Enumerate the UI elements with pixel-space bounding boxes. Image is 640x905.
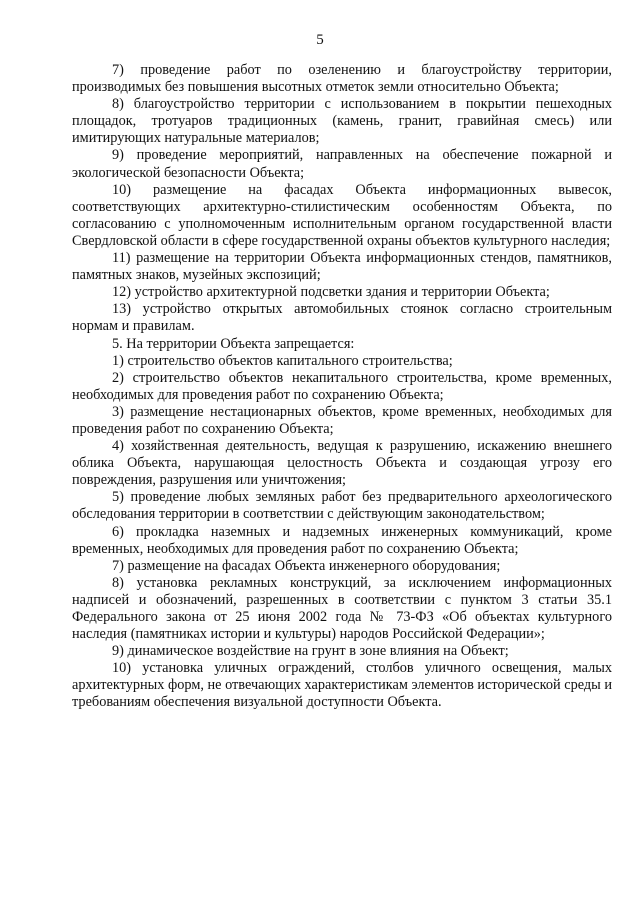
paragraph-prohibited-5: 5) проведение любых земляных работ без предварительного археологического обследования территории в соответствии с действующим законодательством;	[72, 489, 612, 523]
paragraph-prohibited-6: 6) прокладка наземных и надземных инженерных коммуникаций, кроме временных, необходимых для проведения работ по сохранению Объекта;	[72, 523, 612, 557]
paragraph-allowed-10: 10) размещение на фасадах Объекта информационных вывесок, соответствующих архитектурно-стилистическим особенностям Объекта, по согласованию с уполномоченным исполнительным органом государственной власти Свердловской области в сфере государственной охраны объектов культурного наследия;	[72, 181, 612, 249]
paragraph-prohibited-8: 8) установка рекламных конструкций, за исключением информационных надписей и обозначений, разрешенных в соответствии с пунктом 3 статьи 35.1 Федерального закона от 25 июня 2002 года № 73-ФЗ «Об объектах культурного наследия (памятниках истории и культуры) народов Российской Федерации»;	[72, 574, 612, 643]
paragraph-prohibited-4: 4) хозяйственная деятельность, ведущая к разрушению, искажению внешнего облика Объекта, нарушающая целостность Объекта и создающая угрозу его повреждения, разрушения или уничтожения;	[72, 438, 612, 489]
paragraph-allowed-11: 11) размещение на территории Объекта информационных стендов, памятников, памятных знаков, музейных экспозиций;	[72, 250, 612, 284]
paragraph-allowed-13: 13) устройство открытых автомобильных стоянок согласно строительным нормам и правилам.	[72, 301, 612, 335]
paragraph-allowed-12: 12) устройство архитектурной подсветки здания и территории Объекта;	[112, 284, 550, 301]
paragraph-allowed-8: 8) благоустройство территории с использованием в покрытии пешеходных площадок, тротуаров традиционных (камень, гранит, гравийная смесь) или имитирующих натуральные материалов;	[72, 96, 612, 147]
paragraph-prohibited-7: 7) размещение на фасадах Объекта инженерного оборудования;	[112, 557, 501, 574]
page-number: 5	[316, 32, 324, 48]
paragraph-allowed-7: 7) проведение работ по озеленению и благоустройству территории, производимых без повышения высотных отметок земли относительно Объекта;	[72, 62, 612, 96]
paragraph-prohibited-10: 10) установка уличных ограждений, столбов уличного освещения, малых архитектурных форм, не отвечающих характеристикам элементов исторической среды и требованиям обеспечения визуальной доступности Объекта.	[72, 660, 612, 711]
section-5-heading: 5. На территории Объекта запрещается:	[112, 335, 355, 352]
paragraph-allowed-9: 9) проведение мероприятий, направленных на обеспечение пожарной и экологической безопасности Объекта;	[72, 147, 612, 181]
paragraph-prohibited-1: 1) строительство объектов капитального строительства;	[112, 352, 453, 369]
paragraph-prohibited-2: 2) строительство объектов некапитального строительства, кроме временных, необходимых для проведения работ по сохранению Объекта;	[72, 369, 612, 403]
paragraph-prohibited-9: 9) динамическое воздействие на грунт в зоне влияния на Объект;	[112, 643, 509, 660]
paragraph-prohibited-3: 3) размещение нестационарных объектов, кроме временных, необходимых для проведения работ по сохранению Объекта;	[72, 403, 612, 437]
document-body	[72, 62, 612, 712]
